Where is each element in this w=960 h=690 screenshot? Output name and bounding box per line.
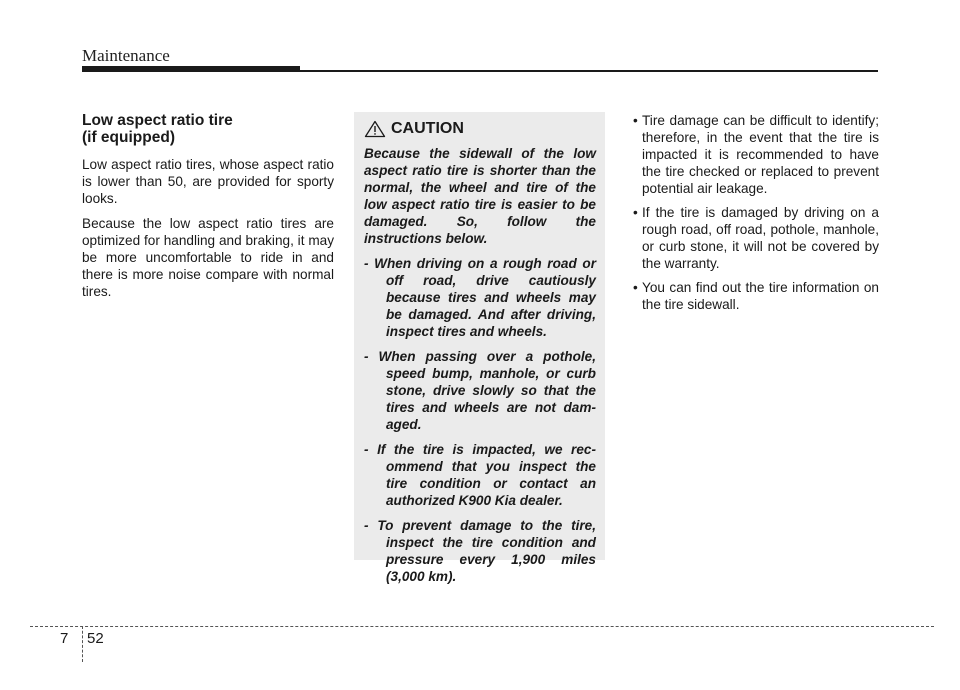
caution-item: - To prevent damage to the tire, inspect the tire condition and pressure every 1,900 miles (3,000 km). xyxy=(364,518,596,584)
paragraph: Low aspect ratio tires, whose aspect ratio is lower than 50, are provided for sporty looks. xyxy=(82,157,334,206)
section-title-line1: Low aspect ratio tire xyxy=(82,112,233,129)
bullet-item: • You can find out the tire information on the tire sidewall. xyxy=(626,279,879,313)
paragraph: Because the low aspect ratio tires are optimized for handling and braking, it may be more uncomfortable to ride in and there is more noise compare with normal tires. xyxy=(82,216,334,299)
header-title: Maintenance xyxy=(82,46,170,65)
bullet-item: • Tire damage can be difficult to identify; therefore, in the event that the tire is impacted it is recommended to have the tire checked or replaced to prevent potential air leakage. xyxy=(626,112,879,197)
warning-triangle-icon xyxy=(364,120,386,138)
caution-intro: Because the sidewall of the low aspect ratio tire is shorter than the normal, the wheel and tire of the low aspect ratio tire is easier to be damaged. So, follow the instructions below. xyxy=(364,146,596,246)
right-column xyxy=(626,112,879,320)
footer-rule xyxy=(30,626,934,627)
caution-box xyxy=(354,112,605,584)
caution-list xyxy=(364,255,596,585)
header-rule-thick xyxy=(82,66,300,72)
section-title-line2: (if equipped) xyxy=(82,129,175,146)
caution-item: - If the tire is impacted, we recommend that you inspect the tire condition or contact an authorized K900 Kia dealer. xyxy=(364,442,596,508)
page-number: 52 xyxy=(87,630,104,647)
footer-divider xyxy=(82,626,83,662)
caution-item: - When driving on a rough road or off road, drive cautiously because tires and wheels may be damaged. And after driving, inspect tires and wheels. xyxy=(364,256,596,339)
caution-title: CAUTION xyxy=(391,120,464,137)
left-column xyxy=(82,112,334,308)
caution-header xyxy=(364,120,596,138)
caution-item: - When passing over a pothole, speed bump, manhole, or curb stone, drive slowly so that the tires and wheels are not damaged. xyxy=(364,349,596,432)
bullet-list xyxy=(626,112,879,313)
chapter-number: 7 xyxy=(60,630,69,647)
header-rule-thin xyxy=(300,70,878,72)
section-title xyxy=(82,112,334,146)
bullet-item: • If the tire is damaged by driving on a rough road, off road, pothole, manhole, or curb stone, it will not be covered by the warranty. xyxy=(626,204,879,272)
